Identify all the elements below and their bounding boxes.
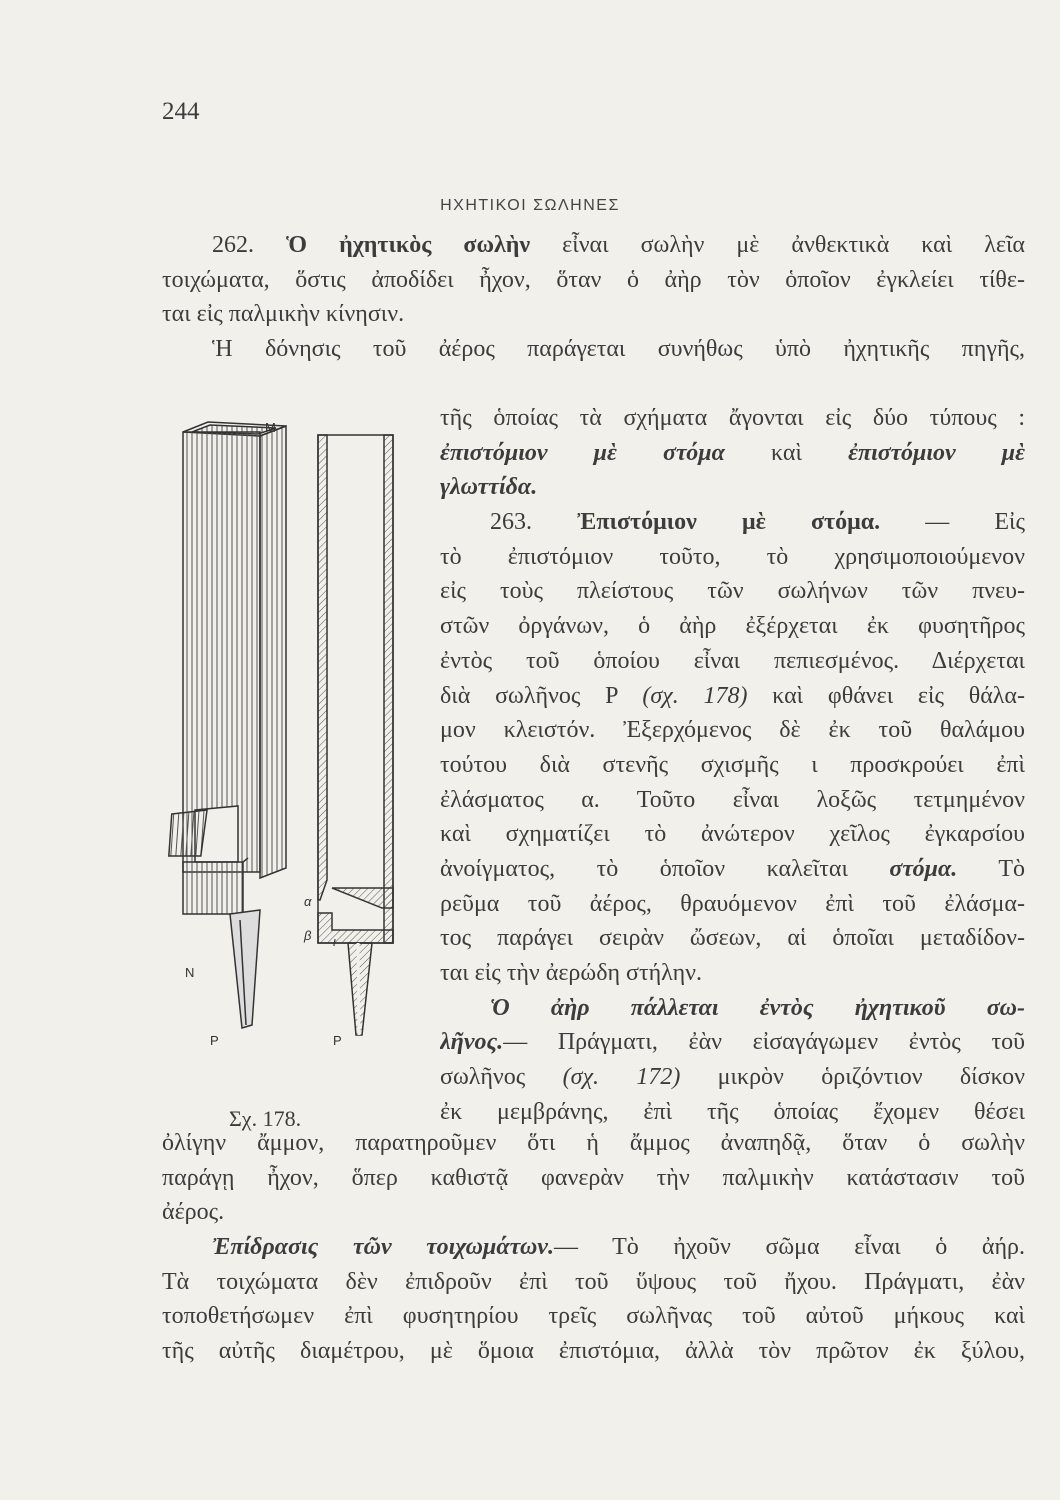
text-line (440, 644, 1025, 679)
figure-caption: Σχ. 178. (229, 1106, 302, 1131)
text-block-beside-figure (440, 401, 1025, 1129)
text-run: τῆς ὁποίας τὰ σχήματα ἄγονται εἰς δύο τύπους : (440, 405, 1025, 431)
label-alpha: α (304, 894, 312, 909)
text-line (440, 679, 1025, 714)
emphasized-term: λῆνος. (440, 1029, 504, 1056)
text-line (162, 1265, 1025, 1300)
text-run: μον κλειστόν. Ἐξερχόμενος δὲ ἐκ τοῦ θαλάμου (440, 717, 1025, 744)
text-line (440, 887, 1025, 922)
label-N: N (185, 965, 195, 980)
text-run: — Εἰς (880, 509, 1025, 536)
text-run: ται εἰς παλμικὴν κίνησιν. (162, 301, 405, 328)
text-run: παράγῃ ἦχον, ὅπερ καθιστᾷ φανερὰν τὴν παλμικὴν κατάστασιν τοῦ (162, 1164, 1025, 1191)
text-run: — Πράγματι, ἐὰν εἰσαγάγωμεν ἐντὸς τοῦ (503, 1029, 1025, 1056)
text-run: τοποθετήσωμεν ἐπὶ φυσητηρίου τρεῖς σωλῆνας τοῦ αὐτοῦ μήκους καὶ (162, 1303, 1025, 1330)
text-line (162, 1195, 1025, 1230)
emphasized-term: Ὁ ἀὴρ πάλλεται ἐντὸς ἠχητικοῦ σω- (490, 994, 1025, 1021)
text-run: ται εἰς τὴν ἀερώδη στήλην. (440, 960, 703, 986)
text-line (440, 401, 1025, 436)
text-run: τούτου διὰ στενῆς σχισμῆς ι προσκρούει ἐπὶ (440, 751, 1025, 778)
text-run: Τὰ τοιχώματα δὲν ἐπιδροῦν ἐπὶ τοῦ ὕψους τοῦ ἤχου. Πράγματι, ἐὰν (162, 1268, 1025, 1295)
emphasized-term: ἐπιστόμιον μὲ (848, 439, 1025, 466)
text-run: καὶ φθάνει εἰς θάλα- (747, 682, 1025, 709)
emphasized-term: Ὁ ἠχητικὸς σωλὴν (286, 232, 531, 258)
running-head: ΗΧΗΤΙΚΟΙ ΣΩΛΗΝΕΣ (440, 197, 620, 214)
text-line (162, 1161, 1025, 1196)
text-run: εἰς τοὺς πλείστους τῶν σωλήνων τῶν πνευ- (440, 578, 1025, 605)
text-block-top (162, 228, 1025, 367)
organ-pipe-figure (160, 410, 440, 1070)
text-line (440, 991, 1025, 1026)
text-run: Τὸ (957, 855, 1025, 882)
text-run: ἐκ μεμβράνης, ἐπὶ τῆς ὁποίας ἔχομεν θέσει (440, 1098, 1025, 1125)
text-run: ἀέρος. (162, 1199, 225, 1226)
text-block-bottom (162, 1126, 1025, 1369)
figure-reference: (σχ. 172) (562, 1064, 681, 1091)
text-line (440, 1095, 1025, 1130)
text-line (162, 1334, 1025, 1369)
text-run: ἐντὸς τοῦ ὁποίου εἶναι πεπιεσμένος. Διέρχεται (440, 647, 1025, 674)
label-iota: ι (333, 934, 336, 949)
text-run: ἐλάσματος α. Τοῦτο εἶναι λοξῶς τετμημένον (440, 786, 1025, 813)
text-run: — Τὸ ἠχοῦν σῶμα εἶναι ὁ ἀήρ. (553, 1234, 1025, 1261)
text-run: ρεῦμα τοῦ ἀέρος, θραυόμενον ἐπὶ τοῦ ἐλάσμα- (440, 890, 1025, 917)
page-number: 244 (162, 98, 200, 125)
label-beta: β (304, 928, 312, 943)
text-line (440, 956, 1025, 991)
label-M: M (265, 420, 276, 435)
text-run: τος παράγει σειρὰν ὤσεων, αἱ ὁποῖαι μεταδίδον- (440, 925, 1025, 952)
emphasized-term: στόμα. (889, 855, 958, 882)
text-run: ἀνοίγματος, τὸ ὁποῖον καλεῖται (440, 855, 890, 882)
text-line (162, 332, 1025, 367)
emphasized-term: γλωττίδα. (440, 474, 538, 501)
emphasized-term: ἐπιστόμιον μὲ στόμα (440, 439, 725, 466)
text-run: διὰ σωλῆνος P (440, 682, 643, 709)
text-line (440, 783, 1025, 818)
text-run: 263. (490, 509, 578, 536)
text-run: εἶναι σωλὴν μὲ ἀνθεκτικὰ καὶ λεῖα (530, 232, 1025, 258)
figure-reference: (σχ. 178) (642, 682, 748, 709)
text-line (440, 574, 1025, 609)
text-run: καὶ (724, 439, 849, 466)
text-line (162, 228, 1025, 263)
text-line (440, 470, 1025, 505)
text-run: τοιχώματα, ὅστις ἀποδίδει ἦχον, ὅταν ὁ ἀὴρ τὸν ὁποῖον ἐγκλείει τίθε- (162, 266, 1025, 293)
text-line (440, 505, 1025, 540)
text-run: Ἡ δόνησις τοῦ ἀέρος παράγεται συνήθως ὑπὸ ἠχητικῆς πηγῆς, (212, 336, 1025, 363)
emphasized-term: Ἐπιστόμιον μὲ στόμα. (577, 509, 881, 536)
text-line (162, 1230, 1025, 1265)
text-run: μικρὸν ὁριζόντιον δίσκον (680, 1064, 1025, 1091)
text-line (440, 1025, 1025, 1060)
label-P-left: P (210, 1033, 219, 1048)
text-run: ὀλίγην ἄμμον, παρατηροῦμεν ὅτι ἡ ἄμμος ἀναπηδᾷ, ὅταν ὁ σωλὴν (162, 1130, 1025, 1156)
text-line (440, 921, 1025, 956)
text-run: τῆς αὐτῆς διαμέτρου, μὲ ὅμοια ἐπιστόμια, ἀλλὰ τὸν πρῶτον ἐκ ξύλου, (162, 1338, 1025, 1365)
text-line (440, 609, 1025, 644)
text-run: στῶν ὀργάνων, ὁ ἀὴρ ἐξέρχεται ἐκ φυσητῆρος (440, 613, 1025, 640)
text-run: καὶ σχηματίζει τὸ ἀνώτερον χεῖλος ἐγκαρσίου (440, 821, 1025, 848)
emphasized-term: Ἐπίδρασις τῶν τοιχωμάτων. (212, 1234, 554, 1261)
text-line (440, 852, 1025, 887)
text-line (440, 436, 1025, 471)
pipe-exterior-view (169, 422, 286, 1028)
text-line (162, 263, 1025, 298)
text-run: 262. (212, 232, 287, 258)
text-line (440, 540, 1025, 575)
text-line (440, 713, 1025, 748)
text-line (162, 297, 1025, 332)
text-line (440, 817, 1025, 852)
text-line (440, 748, 1025, 783)
text-run: σωλῆνος (440, 1064, 563, 1091)
label-P-right: P (333, 1033, 342, 1048)
text-run: τὸ ἐπιστόμιον τοῦτο, τὸ χρησιμοποιούμενον (440, 543, 1025, 570)
text-line (162, 1299, 1025, 1334)
pipe-cross-section (318, 435, 393, 1035)
text-line (440, 1060, 1025, 1095)
